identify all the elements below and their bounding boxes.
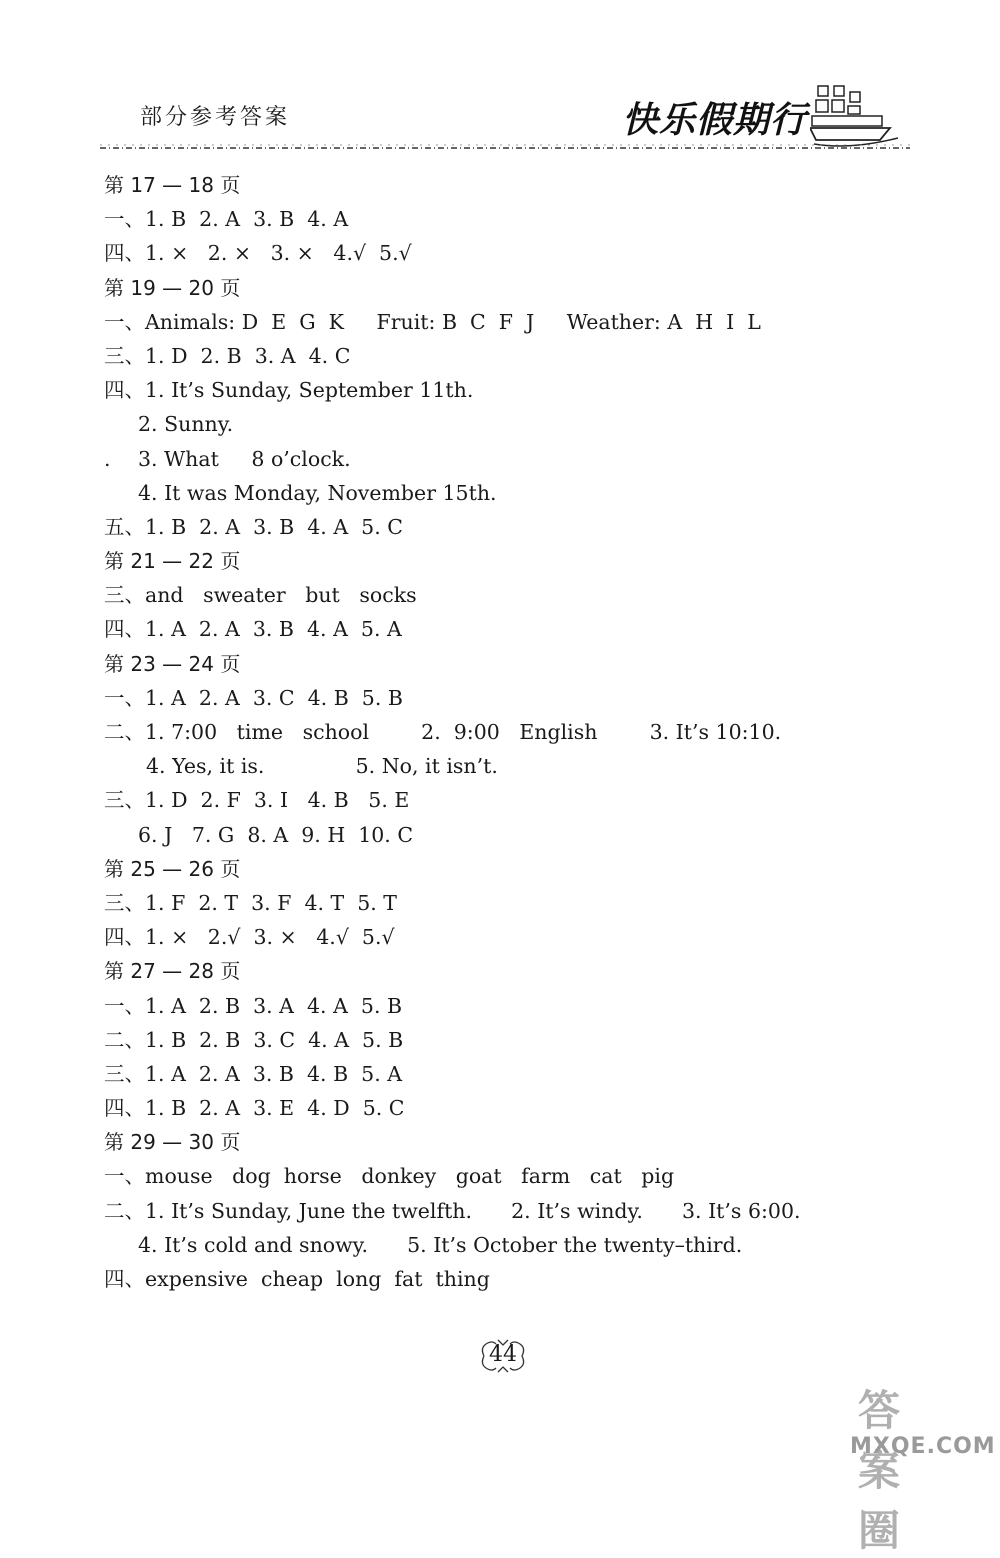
answer-text: 3. What 8 o’clock. <box>138 446 351 471</box>
answer-line: 一、1. A 2. A 3. C 4. B 5. B <box>104 685 403 710</box>
answer-line: 6. J 7. G 8. A 9. H 10. C <box>138 822 414 847</box>
answer-line: 四、1. It’s Sunday, September 11th. <box>104 378 474 403</box>
page-range-heading: 第 29 — 30 页 <box>104 1130 241 1155</box>
answer-line: 一、1. A 2. B 3. A 4. A 5. B <box>104 993 403 1018</box>
page-range-heading: 第 19 — 20 页 <box>104 275 241 300</box>
page-range-heading: 第 25 — 26 页 <box>104 856 241 881</box>
header-divider <box>100 140 910 156</box>
answer-line: 4. It’s cold and snowy. 5. It’s October the twenty–third. <box>138 1232 743 1257</box>
answer-line: 四、1. A 2. A 3. B 4. A 5. A <box>104 617 402 642</box>
answer-line: 一、mouse dog horse donkey goat farm cat pig <box>104 1164 675 1189</box>
answer-line: 二、1. It’s Sunday, June the twelfth. 2. It’s windy. 3. It’s 6:00. <box>104 1198 801 1223</box>
page-number <box>478 1336 528 1376</box>
answer-list <box>104 168 884 1296</box>
answer-line: 三、1. F 2. T 3. F 4. T 5. T <box>104 890 397 915</box>
answer-line: 二、1. B 2. B 3. C 4. A 5. B <box>104 1027 404 1052</box>
answer-line: 4. It was Monday, November 15th. <box>138 480 497 505</box>
page-range-heading: 第 27 — 28 页 <box>104 959 241 984</box>
answer-line: 三、1. D 2. B 3. A 4. C <box>104 343 351 368</box>
watermark-site: MXQE.COM <box>850 1434 996 1459</box>
page-range-heading: 第 23 — 24 页 <box>104 651 241 676</box>
answer-line: 4. Yes, it is. 5. No, it isn’t. <box>146 754 498 779</box>
answer-line: 四、expensive cheap long fat thing <box>104 1267 490 1291</box>
answer-line: 一、1. B 2. A 3. B 4. A <box>104 207 349 232</box>
answer-line: 四、1. × 2. × 3. × 4.√ 5.√ <box>104 241 412 266</box>
page-number-text: 44 <box>489 1342 517 1367</box>
answer-line: 二、1. 7:00 time school 2. 9:00 English 3. It’s 10:10. <box>104 720 782 744</box>
page-range-heading: 第 21 — 22 页 <box>104 549 241 574</box>
page-range-heading: 第 17 — 18 页 <box>104 173 241 197</box>
section-label: 部分参考答案 <box>140 105 291 130</box>
answer-line: 三、1. A 2. A 3. B 4. B 5. A <box>104 1061 403 1086</box>
answer-line: 2. Sunny. <box>138 412 234 437</box>
answer-line: 四、1. B 2. A 3. E 4. D 5. C <box>104 1096 405 1121</box>
watermark-logo: 答案圈 <box>858 1386 901 1555</box>
answer-line: 四、1. × 2.√ 3. × 4.√ 5.√ <box>104 925 395 950</box>
brand-title: 快乐假期行 <box>622 100 808 141</box>
answer-line-with-mark <box>104 442 884 476</box>
answer-line: 三、and sweater but socks <box>104 583 417 608</box>
answer-line: 三、1. D 2. F 3. I 4. B 5. E <box>104 788 410 813</box>
answer-line: 一、Animals: D E G K Fruit: B C F J Weather: A H I L <box>104 309 761 334</box>
stray-mark: . <box>104 446 111 471</box>
answer-line: 五、1. B 2. A 3. B 4. A 5. C <box>104 514 403 539</box>
